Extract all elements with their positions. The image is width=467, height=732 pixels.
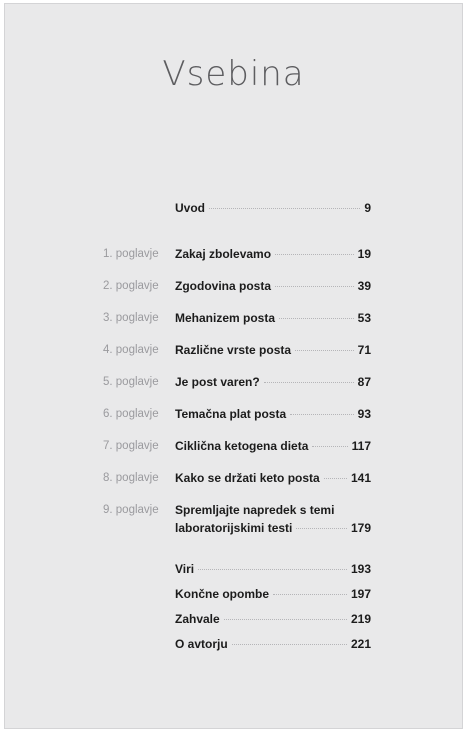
toc-entry-chapter-8 (5, 469, 462, 487)
toc-page-number: 197 (350, 587, 371, 601)
dot-leader (275, 254, 354, 255)
dot-leader (279, 318, 354, 319)
toc-page-number: 19 (357, 247, 371, 261)
toc-entry-title: Spremljajte napredek s temi (175, 503, 335, 517)
toc-page-number: 53 (357, 311, 371, 325)
chapter-label: 2. poglavje (103, 280, 159, 292)
dot-leader (324, 478, 347, 479)
toc-page-number: 193 (350, 562, 371, 576)
dot-leader (232, 644, 347, 645)
toc-entry-title-continued: laboratorijskimi testi (175, 521, 293, 535)
chapter-label: 9. poglavje (103, 504, 159, 516)
dot-leader (312, 446, 347, 447)
chapter-label: 5. poglavje (103, 376, 159, 388)
toc-entry-chapter-3 (5, 309, 462, 327)
toc-entry-acknowledgements (5, 610, 462, 628)
chapter-label: 3. poglavje (103, 312, 159, 324)
chapter-label: 8. poglavje (103, 472, 159, 484)
toc-entry-title: Uvod (175, 201, 205, 215)
toc-entry-title: Različne vrste posta (175, 343, 292, 357)
toc-entry-title: Zgodovina posta (175, 279, 271, 293)
toc-page-number: 219 (350, 612, 371, 626)
dot-leader (296, 528, 347, 529)
toc-entry-title: Ciklična ketogena dieta (175, 439, 309, 453)
toc-entry-chapter-1 (5, 245, 462, 263)
toc-page-number: 93 (357, 407, 371, 421)
dot-leader (209, 208, 360, 209)
chapter-label: 6. poglavje (103, 408, 159, 420)
chapter-label: 7. poglavje (103, 440, 159, 452)
toc-entry-title: Temačna plat posta (175, 407, 287, 421)
toc-entry-title: Kako se držati keto posta (175, 471, 320, 485)
dot-leader (275, 286, 354, 287)
toc-entry-sources (5, 560, 462, 578)
dot-leader (264, 382, 354, 383)
toc-page-number: 39 (357, 279, 371, 293)
toc-entry-chapter-7 (5, 437, 462, 455)
dot-leader (224, 619, 347, 620)
toc-page-number: 71 (357, 343, 371, 357)
toc-page-number: 141 (350, 471, 371, 485)
chapter-label: 4. poglavje (103, 344, 159, 356)
toc-entry-title: Je post varen? (175, 375, 260, 389)
toc-entry-chapter-6 (5, 405, 462, 423)
toc-page-number: 221 (350, 637, 371, 651)
toc-entry-title: Zakaj zbolevamo (175, 247, 272, 261)
toc-entry-chapter-4 (5, 341, 462, 359)
toc-page-number: 9 (364, 201, 371, 215)
dot-leader (290, 414, 354, 415)
dot-leader (295, 350, 354, 351)
toc-page-number: 87 (357, 375, 371, 389)
dot-leader (198, 569, 347, 570)
toc-entry-title: Viri (175, 562, 195, 576)
toc-entry-title: Končne opombe (175, 587, 270, 601)
book-page (4, 3, 463, 729)
toc-entry-intro (5, 199, 462, 217)
toc-entry-chapter-9 (5, 501, 462, 537)
toc-entry-title: O avtorju (175, 637, 228, 651)
toc-entry-chapter-2 (5, 277, 462, 295)
toc-entry-title: Zahvale (175, 612, 220, 626)
page-title: Vsebina (162, 54, 305, 94)
toc-entry-chapter-5 (5, 373, 462, 391)
toc-page-number: 179 (350, 521, 371, 535)
toc-page-number: 117 (351, 439, 371, 453)
toc-entry-title: Mehanizem posta (175, 311, 276, 325)
toc-entry-endnotes (5, 585, 462, 603)
dot-leader (273, 594, 347, 595)
toc-entry-about-author (5, 635, 462, 653)
chapter-label: 1. poglavje (103, 248, 159, 260)
